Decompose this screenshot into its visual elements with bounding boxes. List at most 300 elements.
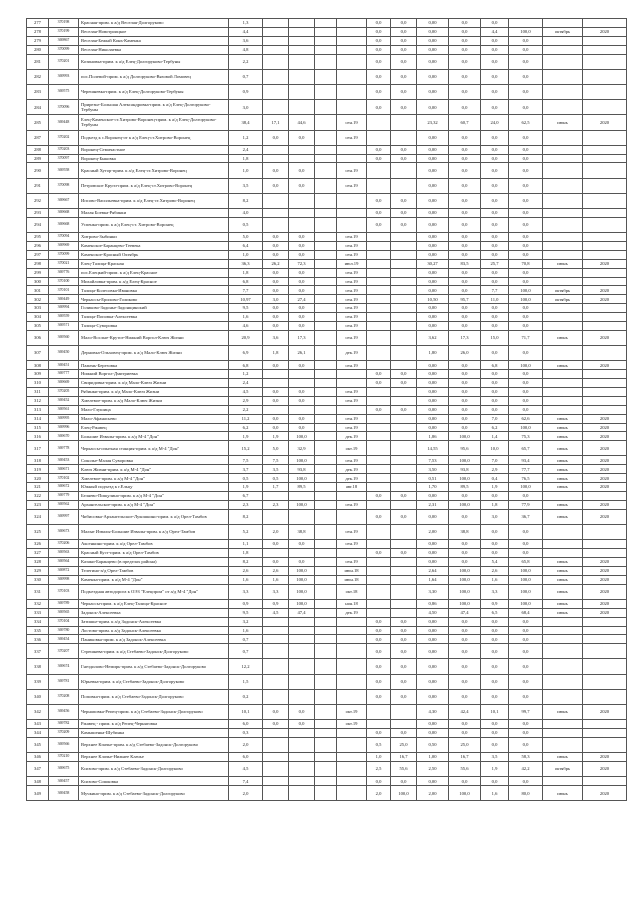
table-row xyxy=(27,509,627,524)
value-1-cell xyxy=(367,483,391,492)
month-cell xyxy=(543,178,583,193)
value-6-cell: 0,0 xyxy=(509,69,543,84)
value-5-cell: 3,0 xyxy=(481,509,509,524)
inspection-date-cell xyxy=(337,635,367,644)
value-2-cell xyxy=(391,242,417,251)
value-5-cell: 0,0 xyxy=(481,379,509,388)
value-4-cell: 0,0 xyxy=(449,130,481,145)
road-code-cell: 370207 xyxy=(49,644,79,659)
repaired-km-cell xyxy=(263,145,289,154)
repaired-km-cell: 0,0 xyxy=(263,396,289,405)
length-cell: 5,2 xyxy=(229,525,263,540)
table-row xyxy=(27,387,627,396)
value-2-cell xyxy=(391,250,417,259)
repaired-pct-cell xyxy=(289,786,315,801)
road-name-cell: Паниковка-прим. к а/д Задонск-Алексеевка xyxy=(79,635,229,644)
road-code-cell: 370210 xyxy=(49,753,79,762)
repaired-km-cell: 0,0 xyxy=(263,322,289,331)
row-number-cell: 333 xyxy=(27,608,49,617)
road-name-cell: Ксизово-Сошковка xyxy=(79,777,229,786)
value-3-cell: 1,86 xyxy=(417,432,449,441)
inspection-date-cell: сен.19 xyxy=(337,525,367,540)
value-5-cell: 0,0 xyxy=(481,405,509,414)
spacer-cell xyxy=(315,729,337,738)
length-cell: 0,7 xyxy=(229,635,263,644)
value-3-cell: 4,50 xyxy=(417,608,449,617)
road-code-cell: 369571 xyxy=(49,322,79,331)
value-3-cell: 0,00 xyxy=(417,209,449,218)
value-6-cell: 0,0 xyxy=(509,154,543,163)
value-3-cell: 0,00 xyxy=(417,268,449,277)
length-cell: 20,9 xyxy=(229,330,263,345)
value-6-cell: 0,0 xyxy=(509,36,543,45)
road-code-cell: 369777 xyxy=(49,370,79,379)
row-number-cell: 308 xyxy=(27,361,49,370)
value-6-cell xyxy=(509,19,543,28)
spacer-cell xyxy=(315,635,337,644)
value-5-cell: 0,0 xyxy=(481,617,509,626)
road-name-cell: Юрьевка-прим. к а/д Стебаево-Задонск-Долгоруково xyxy=(79,674,229,689)
repaired-km-cell xyxy=(263,27,289,36)
value-5-cell: 0,0 xyxy=(481,396,509,405)
repaired-km-cell xyxy=(263,626,289,635)
row-number-cell: 321 xyxy=(27,483,49,492)
repaired-km-cell: 0,0 xyxy=(263,387,289,396)
year-cell xyxy=(583,233,627,242)
value-5-cell: 3,5 xyxy=(481,753,509,762)
value-1-cell xyxy=(367,599,391,608)
value-3-cell: 0,00 xyxy=(417,549,449,558)
road-name-cell: Черкассы-опытная станция-прим. к а/д М-4 "Дон" xyxy=(79,441,229,456)
row-number-cell: 302 xyxy=(27,295,49,304)
value-3-cell: 0,00 xyxy=(417,689,449,704)
value-3-cell: 0,00 xyxy=(417,250,449,259)
repaired-pct-cell xyxy=(289,27,315,36)
road-name-cell: Нижний Воргол-Дмитриевка xyxy=(79,370,229,379)
road-name-cell: Большие Извалы-прим. к а/д М-4 "Дон" xyxy=(79,432,229,441)
repaired-km-cell xyxy=(263,635,289,644)
value-6-cell: 0,0 xyxy=(509,178,543,193)
road-code-cell: 369450 xyxy=(49,346,79,361)
repaired-km-cell xyxy=(263,370,289,379)
value-2-cell xyxy=(391,304,417,313)
value-2-cell xyxy=(391,259,417,268)
repaired-pct-cell xyxy=(289,644,315,659)
inspection-date-cell xyxy=(337,54,367,69)
value-2-cell xyxy=(391,115,417,130)
repaired-km-cell xyxy=(263,738,289,753)
repaired-km-cell: 0,9 xyxy=(263,599,289,608)
road-name-cell: Веселая-Бежый Конь-Каменка xyxy=(79,36,229,45)
value-2-cell: 0,0 xyxy=(391,777,417,786)
value-4-cell: 0,0 xyxy=(449,154,481,163)
spacer-cell xyxy=(315,465,337,474)
year-cell xyxy=(583,525,627,540)
month-cell: июнь xyxy=(543,509,583,524)
value-4-cell: 100,0 xyxy=(449,500,481,509)
inspection-date-cell xyxy=(337,674,367,689)
month-cell xyxy=(543,379,583,388)
table-row xyxy=(27,69,627,84)
month-cell xyxy=(543,346,583,361)
year-cell xyxy=(583,36,627,45)
spacer-cell xyxy=(315,540,337,549)
repaired-pct-cell: 0,0 xyxy=(289,277,315,286)
repaired-km-cell xyxy=(263,54,289,69)
row-number-cell: 344 xyxy=(27,729,49,738)
spacer-cell xyxy=(315,575,337,584)
spacer-cell xyxy=(315,209,337,218)
year-cell: 2020 xyxy=(583,414,627,423)
spacer-cell xyxy=(315,689,337,704)
table-row xyxy=(27,689,627,704)
value-1-cell: 0,0 xyxy=(367,19,391,28)
month-cell xyxy=(543,268,583,277)
year-cell xyxy=(583,178,627,193)
value-6-cell: 0,0 xyxy=(509,659,543,674)
value-6-cell: 0,0 xyxy=(509,396,543,405)
value-6-cell: 62,6 xyxy=(509,414,543,423)
month-cell xyxy=(543,370,583,379)
value-1-cell xyxy=(367,387,391,396)
road-name-cell: Малая Боевка-Рябинки xyxy=(79,209,229,218)
road-name-cell: Михайловка-прим. к а/д Елец-Красное xyxy=(79,277,229,286)
length-cell: 10,1 xyxy=(229,705,263,720)
value-1-cell xyxy=(367,295,391,304)
row-number-cell: 309 xyxy=(27,370,49,379)
table-row xyxy=(27,115,627,130)
road-name-cell: Архангельское-прим. к а/д М-4 "Дон" xyxy=(79,500,229,509)
value-3-cell: 0,50 xyxy=(417,738,449,753)
road-code-cell: 369872 xyxy=(49,566,79,575)
value-5-cell: 2,6 xyxy=(481,566,509,575)
road-code-cell: 369993 xyxy=(49,69,79,84)
repaired-pct-cell: 0,0 xyxy=(289,313,315,322)
road-code-cell: 370100 xyxy=(49,277,79,286)
value-5-cell: 0,0 xyxy=(481,100,509,115)
inspection-date-cell xyxy=(337,659,367,674)
row-number-cell: 310 xyxy=(27,379,49,388)
table-row xyxy=(27,178,627,193)
road-code-cell: 370101 xyxy=(49,286,79,295)
repaired-km-cell: 0,0 xyxy=(263,423,289,432)
repaired-km-cell: 3,6 xyxy=(263,330,289,345)
repaired-km-cell: 3,0 xyxy=(263,295,289,304)
value-6-cell: 0,0 xyxy=(509,674,543,689)
repaired-pct-cell xyxy=(289,492,315,501)
road-code-cell: 370102 xyxy=(49,474,79,483)
road-code-cell: 370099 xyxy=(49,250,79,259)
repaired-km-cell xyxy=(263,492,289,501)
row-number-cell: 282 xyxy=(27,69,49,84)
value-2-cell xyxy=(391,566,417,575)
row-number-cell: 324 xyxy=(27,509,49,524)
value-4-cell: 0,0 xyxy=(449,557,481,566)
inspection-date-cell: дек.19 xyxy=(337,474,367,483)
inspection-date-cell xyxy=(337,145,367,154)
repaired-km-cell: 26,2 xyxy=(263,259,289,268)
year-cell: 2020 xyxy=(583,786,627,801)
value-5-cell: 0,0 xyxy=(481,163,509,178)
road-code-cell: 369776 xyxy=(49,268,79,277)
value-1-cell: 0,0 xyxy=(367,689,391,704)
year-cell: 2020 xyxy=(583,584,627,599)
year-cell: 2020 xyxy=(583,762,627,777)
value-2-cell: 0,0 xyxy=(391,209,417,218)
value-6-cell: 93,4 xyxy=(509,456,543,465)
road-code-cell: 369782 xyxy=(49,720,79,729)
row-number-cell: 304 xyxy=(27,313,49,322)
value-1-cell: 2,5 xyxy=(367,762,391,777)
value-5-cell: 0,0 xyxy=(481,145,509,154)
length-cell: 1,8 xyxy=(229,154,263,163)
value-6-cell: 62,5 xyxy=(509,115,543,130)
value-5-cell: 1,4 xyxy=(481,432,509,441)
value-4-cell: 0,0 xyxy=(449,549,481,558)
length-cell: 0,7 xyxy=(229,69,263,84)
table-row xyxy=(27,414,627,423)
value-5-cell: 0,0 xyxy=(481,387,509,396)
value-4-cell: 100,0 xyxy=(449,599,481,608)
repaired-pct-cell xyxy=(289,635,315,644)
month-cell xyxy=(543,720,583,729)
spacer-cell xyxy=(315,608,337,617)
value-4-cell: 0,0 xyxy=(449,242,481,251)
value-1-cell xyxy=(367,304,391,313)
value-4-cell: 0,0 xyxy=(449,193,481,208)
value-2-cell: 0,0 xyxy=(391,100,417,115)
spacer-cell xyxy=(315,361,337,370)
repaired-pct-cell: 100,0 xyxy=(289,432,315,441)
repaired-pct-cell xyxy=(289,217,315,232)
table-row xyxy=(27,313,627,322)
row-number-cell: 340 xyxy=(27,689,49,704)
value-2-cell xyxy=(391,295,417,304)
row-number-cell: 306 xyxy=(27,330,49,345)
value-3-cell: 4,30 xyxy=(417,705,449,720)
repaired-km-cell xyxy=(263,617,289,626)
road-code-cell: 369561 xyxy=(49,405,79,414)
table-row xyxy=(27,525,627,540)
value-5-cell: 0,0 xyxy=(481,277,509,286)
repaired-pct-cell: 0,0 xyxy=(289,557,315,566)
value-1-cell xyxy=(367,456,391,465)
value-1-cell xyxy=(367,566,391,575)
month-cell xyxy=(543,525,583,540)
inspection-date-cell xyxy=(337,217,367,232)
month-cell: июнь xyxy=(543,432,583,441)
table-row xyxy=(27,729,627,738)
spacer-cell xyxy=(315,432,337,441)
row-number-cell: 307 xyxy=(27,346,49,361)
length-cell: 2,2 xyxy=(229,54,263,69)
value-2-cell xyxy=(391,525,417,540)
length-cell: 6,9 xyxy=(229,346,263,361)
length-cell: 8,2 xyxy=(229,557,263,566)
value-2-cell: 0,0 xyxy=(391,674,417,689)
road-code-cell: 370201 xyxy=(49,54,79,69)
value-6-cell: 0,0 xyxy=(509,720,543,729)
value-6-cell: 100,0 xyxy=(509,483,543,492)
road-code-cell: 369452 xyxy=(49,396,79,405)
road-name-cell: Поповка-прим. к а/д Стебаево-Задонск-Долгоруково xyxy=(79,689,229,704)
value-5-cell: 6,8 xyxy=(481,361,509,370)
value-2-cell: 55,6 xyxy=(391,762,417,777)
repaired-km-cell: 0,0 xyxy=(263,233,289,242)
value-1-cell: 0,5 xyxy=(367,738,391,753)
repaired-pct-cell xyxy=(289,54,315,69)
year-cell: 2020 xyxy=(583,259,627,268)
value-1-cell: 1,0 xyxy=(367,753,391,762)
year-cell xyxy=(583,242,627,251)
value-2-cell: 0,0 xyxy=(391,729,417,738)
spacer-cell xyxy=(315,313,337,322)
repaired-pct-cell xyxy=(289,154,315,163)
year-cell xyxy=(583,100,627,115)
repaired-km-cell xyxy=(263,674,289,689)
length-cell: 6,0 xyxy=(229,720,263,729)
value-6-cell: 99,7 xyxy=(509,705,543,720)
table-row xyxy=(27,163,627,178)
road-name-cell: Камышенка-Шубинка xyxy=(79,729,229,738)
value-3-cell: 0,00 xyxy=(417,130,449,145)
road-code-cell: 369563 xyxy=(49,549,79,558)
value-2-cell: 16,7 xyxy=(391,753,417,762)
table-row xyxy=(27,644,627,659)
inspection-date-cell xyxy=(337,209,367,218)
inspection-date-cell: сен.19 xyxy=(337,295,367,304)
road-code-cell: 369668 xyxy=(49,217,79,232)
row-number-cell: 345 xyxy=(27,738,49,753)
value-5-cell: 0,0 xyxy=(481,313,509,322)
value-3-cell: 0,00 xyxy=(417,720,449,729)
road-code-cell: 369996 xyxy=(49,423,79,432)
value-5-cell: 5,4 xyxy=(481,557,509,566)
row-number-cell: 325 xyxy=(27,525,49,540)
value-4-cell: 0,0 xyxy=(449,217,481,232)
value-1-cell xyxy=(367,465,391,474)
repaired-pct-cell: 0,0 xyxy=(289,705,315,720)
road-name-cell: Мало-Глушица xyxy=(79,405,229,414)
year-cell xyxy=(583,163,627,178)
value-5-cell: 0,4 xyxy=(481,474,509,483)
value-4-cell: 26,0 xyxy=(449,346,481,361)
repaired-pct-cell: 0,0 xyxy=(289,268,315,277)
table-row xyxy=(27,753,627,762)
row-number-cell: 320 xyxy=(27,474,49,483)
repaired-pct-cell: 93,8 xyxy=(289,465,315,474)
row-number-cell: 289 xyxy=(27,154,49,163)
value-1-cell xyxy=(367,361,391,370)
spacer-cell xyxy=(315,500,337,509)
value-5-cell: 24,0 xyxy=(481,115,509,130)
row-number-cell: 283 xyxy=(27,84,49,99)
value-3-cell: 3,62 xyxy=(417,330,449,345)
value-2-cell xyxy=(391,330,417,345)
year-cell: 2020 xyxy=(583,500,627,509)
inspection-date-cell xyxy=(337,19,367,28)
road-code-cell: 370199 xyxy=(49,27,79,36)
value-4-cell: 100,0 xyxy=(449,474,481,483)
length-cell: 4,0 xyxy=(229,209,263,218)
value-4-cell: 0,0 xyxy=(449,36,481,45)
year-cell xyxy=(583,396,627,405)
spacer-cell xyxy=(315,423,337,432)
value-4-cell: 100,0 xyxy=(449,456,481,465)
inspection-date-cell: ноя.18 xyxy=(337,599,367,608)
table-row xyxy=(27,474,627,483)
row-number-cell: 305 xyxy=(27,322,49,331)
year-cell: 2020 xyxy=(583,361,627,370)
length-cell: 1,6 xyxy=(229,575,263,584)
length-cell: 1,6 xyxy=(229,313,263,322)
length-cell: 8,2 xyxy=(229,509,263,524)
value-6-cell: 65,8 xyxy=(509,557,543,566)
value-2-cell xyxy=(391,233,417,242)
table-row xyxy=(27,193,627,208)
year-cell xyxy=(583,209,627,218)
length-cell: 6,8 xyxy=(229,277,263,286)
value-2-cell: 0,0 xyxy=(391,617,417,626)
inspection-date-cell xyxy=(337,36,367,45)
value-1-cell: 0,0 xyxy=(367,154,391,163)
value-5-cell: 15,0 xyxy=(481,330,509,345)
value-3-cell: 3,30 xyxy=(417,584,449,599)
repaired-km-cell: 3,5 xyxy=(263,465,289,474)
repaired-pct-cell xyxy=(289,659,315,674)
road-code-cell: 369562 xyxy=(49,500,79,509)
table-row xyxy=(27,130,627,145)
value-6-cell: 0,0 xyxy=(509,525,543,540)
road-name-cell: Ключ Жизни-прим. к а/д М-4 "Дон" xyxy=(79,465,229,474)
repaired-pct-cell xyxy=(289,36,315,45)
row-number-cell: 313 xyxy=(27,405,49,414)
length-cell: 7,4 xyxy=(229,777,263,786)
row-number-cell: 329 xyxy=(27,566,49,575)
repaired-km-cell: 5,0 xyxy=(263,441,289,456)
repaired-km-cell: 0,0 xyxy=(263,286,289,295)
value-1-cell xyxy=(367,525,391,540)
value-6-cell: 0,0 xyxy=(509,313,543,322)
value-1-cell xyxy=(367,432,391,441)
table-row xyxy=(27,233,627,242)
row-number-cell: 346 xyxy=(27,753,49,762)
road-name-cell: Подъездная автодорога к ОЭЗ "Елецпром" от а/д М-4 "Дон" xyxy=(79,584,229,599)
value-5-cell: 1,8 xyxy=(481,500,509,509)
year-cell: 2020 xyxy=(583,599,627,608)
value-3-cell: 0,00 xyxy=(417,626,449,635)
repaired-km-cell xyxy=(263,84,289,99)
road-code-cell: 370206 xyxy=(49,540,79,549)
month-cell: октябрь xyxy=(543,27,583,36)
value-2-cell: 0,0 xyxy=(391,45,417,54)
value-4-cell: 0,0 xyxy=(449,209,481,218)
spacer-cell xyxy=(315,509,337,524)
length-cell: 1,0 xyxy=(229,163,263,178)
value-5-cell: 0,0 xyxy=(481,525,509,540)
spacer-cell xyxy=(315,100,337,115)
month-cell xyxy=(543,738,583,753)
value-4-cell: 0,0 xyxy=(449,492,481,501)
road-name-cell: Малые Извалы-Большие Извалы-прим. к а/д Орел-Тамбов xyxy=(79,525,229,540)
row-number-cell: 327 xyxy=(27,549,49,558)
month-cell xyxy=(543,154,583,163)
value-5-cell: 1,9 xyxy=(481,762,509,777)
inspection-date-cell xyxy=(337,100,367,115)
inspection-date-cell: дек.19 xyxy=(337,346,367,361)
month-cell xyxy=(543,689,583,704)
repaired-pct-cell: 100,0 xyxy=(289,575,315,584)
